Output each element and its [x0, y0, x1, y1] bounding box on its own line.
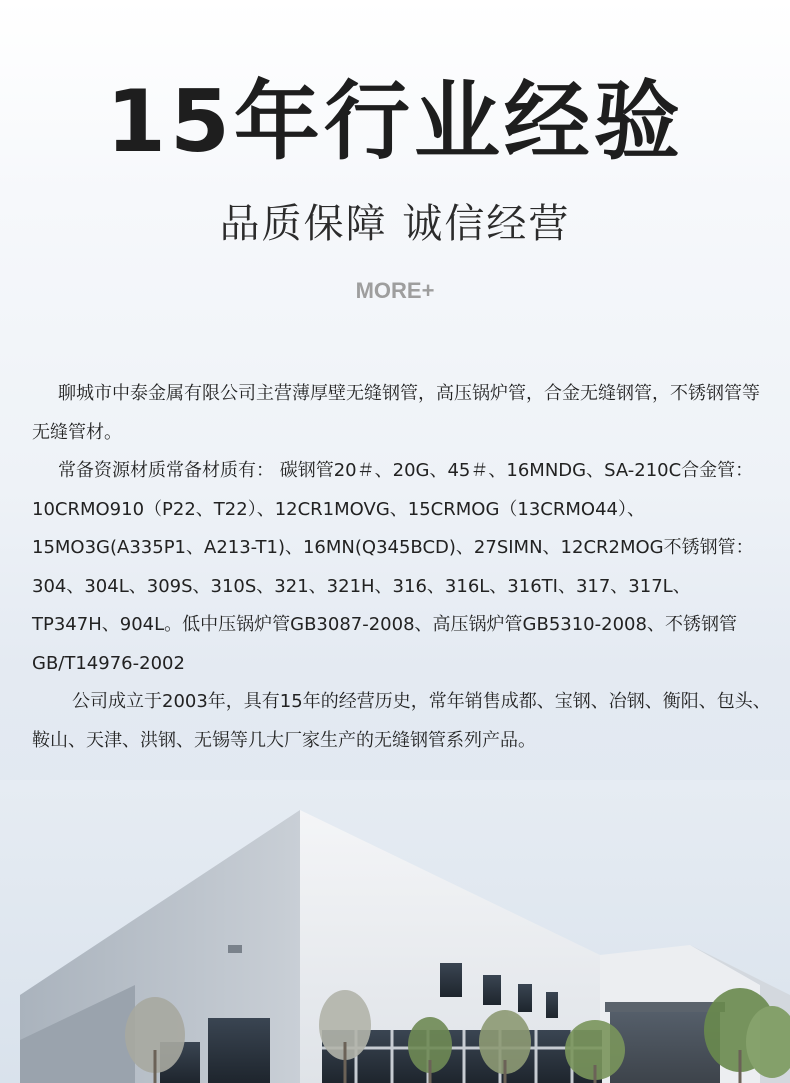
hero-subtitle: 品质保障 诚信经营 — [219, 201, 571, 247]
intro-paragraph-business: 聊城市中泰金属有限公司主营薄厚壁无缝钢管，高压锅炉管，合金无缝钢管，不锈钢管等无缝管材。 — [32, 383, 760, 443]
building-illustration — [0, 780, 790, 1083]
company-intro — [32, 375, 774, 760]
intro-paragraph-history: 公司成立于2003年，具有15年的经营历史，常年销售成都、宝钢、冶钢、衡阳、包头、鞍山、天津、洪钢、无锡等几大厂家生产的无缝钢管系列产品。 — [32, 691, 771, 751]
intro-paragraph-materials: 常备资源材质常备材质有： 碳钢管20＃、20G、45＃、16MNDG、SA-210C合金管：10CRMO910（P22、T22）、12CR1MOVG、15CRMOG（13CRMO44）、15MO3G(A335P1、A213-T1)、16MN(Q345BCD)、27SIMN、12CR2MOG不锈钢管：304、304L、309S、310S、321、321H、316、316L、316TI、317、317L、TP347H、904L。低中压锅炉管GB3087-2008、高压锅炉管GB5310-2008、不锈钢管GB/T14976-2002 — [32, 460, 754, 674]
hero-title: 15年行业经验 — [106, 72, 684, 172]
building-photo — [0, 780, 790, 1083]
more-link[interactable]: MORE+ — [355, 278, 435, 303]
